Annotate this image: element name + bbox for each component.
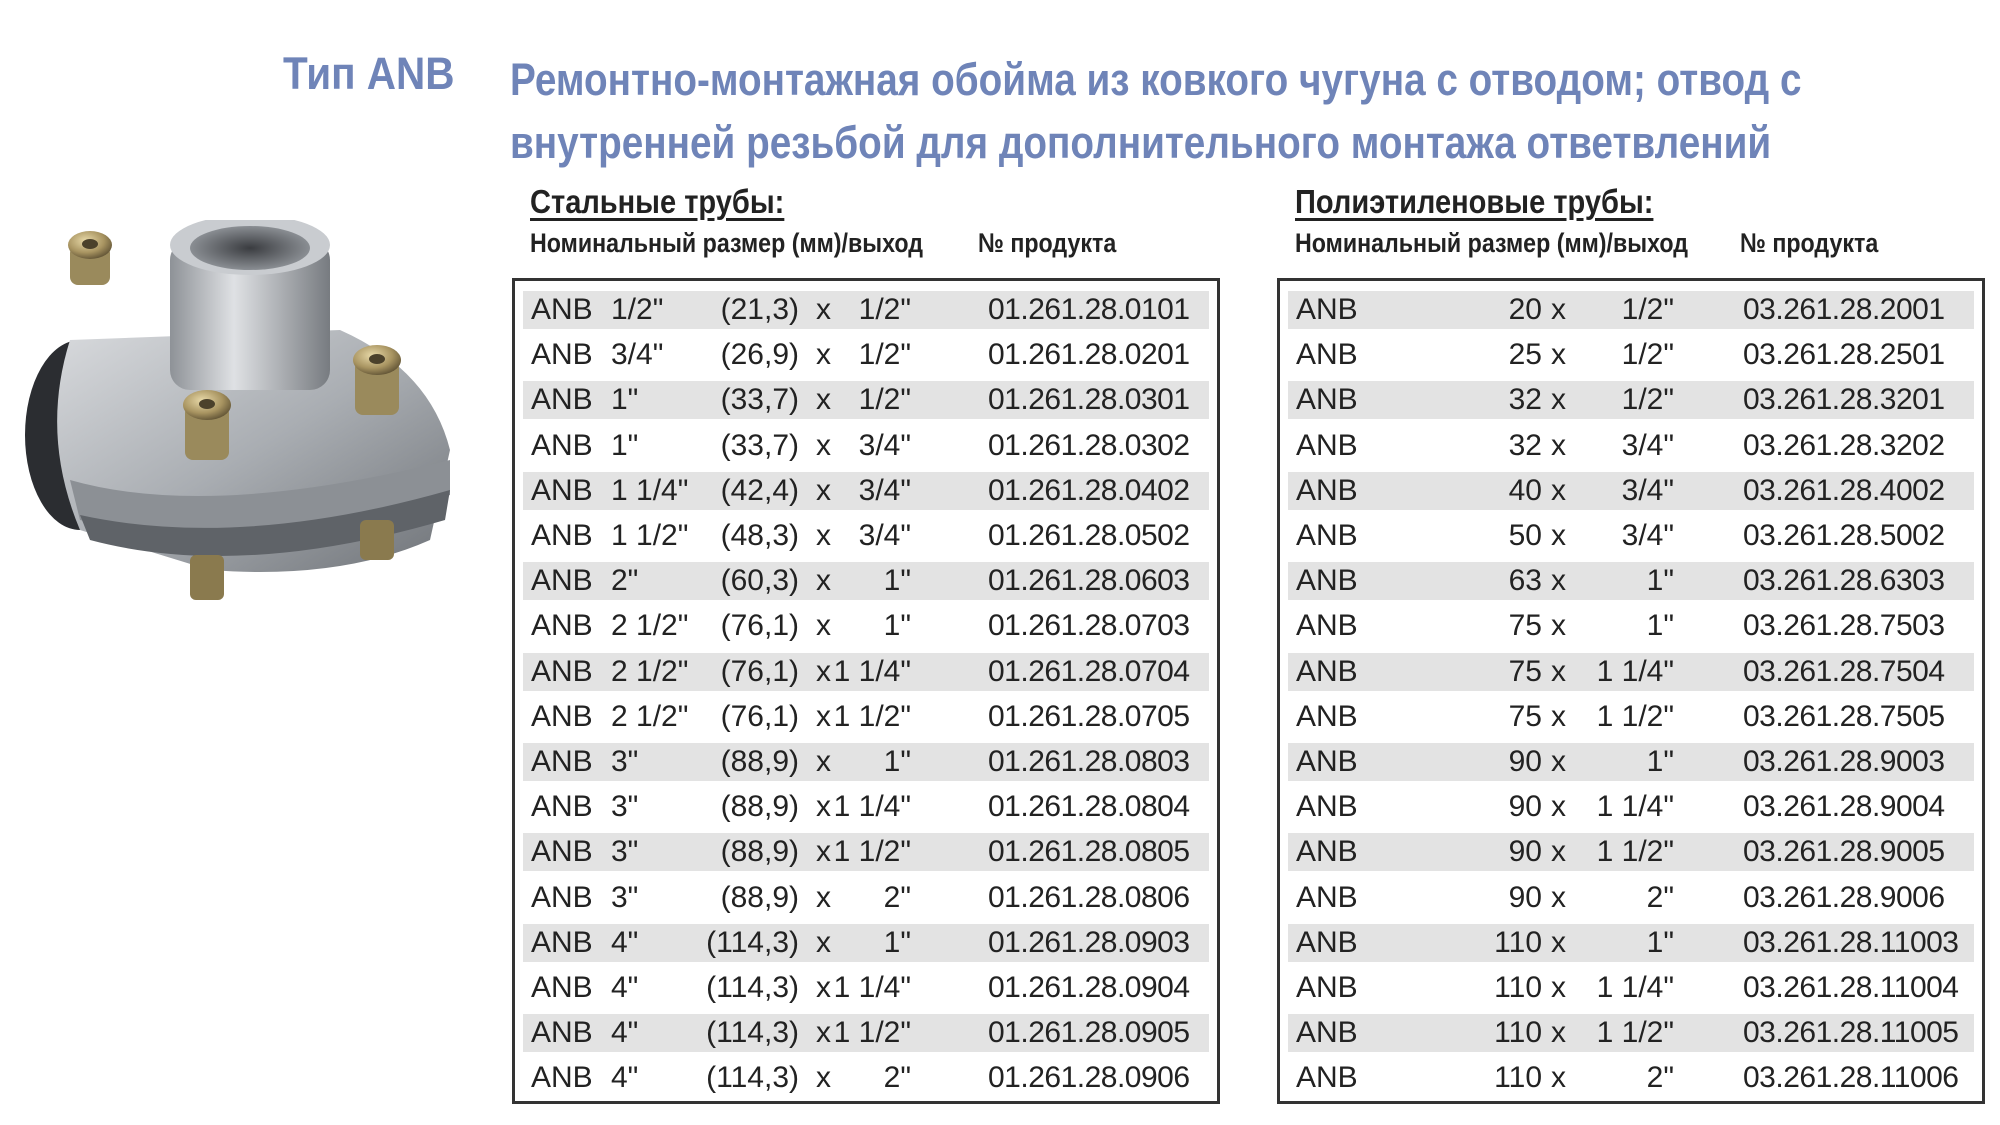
- row-mm: (60,3): [720, 564, 799, 598]
- row-outlet: 1 1/4": [833, 790, 911, 824]
- table-row: [523, 562, 1209, 600]
- table-row: [523, 879, 1209, 917]
- row-size: 110: [1494, 925, 1542, 959]
- row-mm: (21,3): [720, 293, 799, 326]
- row-x: x: [816, 564, 831, 598]
- row-size: 110: [1494, 1061, 1542, 1095]
- table-row: [1288, 833, 1974, 871]
- row-type: ANB: [1296, 473, 1358, 507]
- table-row: [523, 472, 1209, 510]
- row-mm: (48,3): [720, 519, 799, 552]
- row-size: 32: [1508, 428, 1542, 462]
- row-size: 40: [1508, 473, 1542, 507]
- row-type: ANB: [1296, 338, 1358, 372]
- row-outlet: 1 1/2": [833, 835, 911, 869]
- table-row: [1288, 517, 1974, 555]
- table-row: [523, 336, 1209, 374]
- row-type: ANB: [1296, 383, 1358, 417]
- row-x: x: [1551, 699, 1566, 733]
- row-size: 4": [611, 1061, 639, 1095]
- row-outlet: 1/2": [858, 293, 911, 326]
- row-size: 63: [1508, 564, 1542, 598]
- row-outlet: 3/4": [1621, 519, 1674, 552]
- table-row: [523, 1014, 1209, 1052]
- row-size: 2 1/2": [611, 609, 689, 643]
- row-product: 03.261.28.4002: [1743, 473, 1945, 507]
- row-mm: (26,9): [720, 338, 799, 372]
- row-outlet: 1": [1646, 609, 1674, 643]
- row-product: 01.261.28.0903: [988, 925, 1190, 959]
- row-type: ANB: [531, 699, 593, 733]
- row-mm: (42,4): [720, 473, 799, 507]
- row-outlet: 1/2": [1621, 383, 1674, 417]
- row-mm: (88,9): [720, 790, 799, 824]
- row-mm: (76,1): [720, 699, 799, 733]
- row-product: 03.261.28.7504: [1743, 654, 1945, 688]
- row-mm: (76,1): [720, 654, 799, 688]
- row-x: x: [1551, 519, 1566, 552]
- row-x: x: [1551, 293, 1566, 326]
- row-x: x: [816, 925, 831, 959]
- row-type: ANB: [531, 519, 593, 552]
- row-product: 01.261.28.0705: [988, 699, 1190, 733]
- row-x: x: [816, 835, 831, 869]
- table-row: [523, 381, 1209, 419]
- row-outlet: 1 1/2": [833, 1016, 911, 1050]
- row-size: 1 1/2": [611, 519, 689, 552]
- row-x: x: [816, 609, 831, 643]
- row-x: x: [1551, 835, 1566, 869]
- row-product: 01.261.28.0904: [988, 971, 1190, 1004]
- row-outlet: 1": [1646, 925, 1674, 959]
- row-type: ANB: [531, 338, 593, 372]
- row-type: ANB: [531, 790, 593, 824]
- row-mm: (88,9): [720, 745, 799, 778]
- table-row: [1288, 1059, 1974, 1097]
- row-mm: (114,3): [706, 1016, 799, 1050]
- row-outlet: 1": [1646, 564, 1674, 598]
- table-row: [1288, 291, 1974, 329]
- row-type: ANB: [531, 835, 593, 869]
- table-row: [1288, 653, 1974, 691]
- table-row: [1288, 788, 1974, 826]
- row-outlet: 2": [883, 1061, 911, 1095]
- row-outlet: 1": [1646, 745, 1674, 778]
- row-type: ANB: [1296, 1016, 1358, 1050]
- table-row: [523, 833, 1209, 871]
- row-size: 2 1/2": [611, 699, 689, 733]
- row-x: x: [816, 790, 831, 824]
- row-outlet: 1 1/4": [1596, 790, 1674, 824]
- row-x: x: [1551, 971, 1566, 1004]
- table-row: [1288, 562, 1974, 600]
- row-product: 03.261.28.7503: [1743, 609, 1945, 643]
- row-x: x: [1551, 383, 1566, 417]
- row-product: 01.261.28.0805: [988, 835, 1190, 869]
- row-mm: (33,7): [720, 428, 799, 462]
- row-type: ANB: [1296, 609, 1358, 643]
- table-row: [523, 517, 1209, 555]
- row-product: 01.261.28.0502: [988, 519, 1190, 552]
- table-row: [1288, 879, 1974, 917]
- row-product: 01.261.28.0302: [988, 428, 1190, 462]
- row-mm: (88,9): [720, 835, 799, 869]
- row-outlet: 3/4": [858, 428, 911, 462]
- row-x: x: [1551, 338, 1566, 372]
- table-row: [523, 653, 1209, 691]
- row-product: 01.261.28.0603: [988, 564, 1190, 598]
- table-row: [523, 924, 1209, 962]
- row-type: ANB: [1296, 654, 1358, 688]
- row-type: ANB: [1296, 293, 1358, 326]
- table-row: [523, 698, 1209, 736]
- row-outlet: 1": [883, 609, 911, 643]
- row-size: 75: [1508, 654, 1542, 688]
- row-product: 01.261.28.0803: [988, 745, 1190, 778]
- row-mm: (88,9): [720, 880, 799, 914]
- row-product: 03.261.28.9004: [1743, 790, 1945, 824]
- table-row: [523, 743, 1209, 781]
- row-x: x: [816, 383, 831, 417]
- row-outlet: 1 1/4": [833, 971, 911, 1004]
- row-mm: (33,7): [720, 383, 799, 417]
- row-product: 03.261.28.3201: [1743, 383, 1945, 417]
- row-x: x: [1551, 564, 1566, 598]
- row-mm: (76,1): [720, 609, 799, 643]
- table-row: [1288, 336, 1974, 374]
- row-x: x: [816, 519, 831, 552]
- row-x: x: [816, 1016, 831, 1050]
- row-type: ANB: [531, 654, 593, 688]
- row-product: 03.261.28.11004: [1743, 971, 1959, 1004]
- row-size: 4": [611, 1016, 639, 1050]
- row-type: ANB: [531, 971, 593, 1004]
- row-outlet: 1 1/4": [1596, 971, 1674, 1004]
- row-type: ANB: [531, 564, 593, 598]
- row-outlet: 1": [883, 745, 911, 778]
- row-outlet: 3/4": [858, 519, 911, 552]
- pe-col-size-header: Номинальный размер (мм)/выход: [1295, 228, 1689, 258]
- steel-col-size-header: Номинальный размер (мм)/выход: [530, 228, 924, 258]
- row-outlet: 1 1/4": [833, 654, 911, 688]
- page-title: [510, 48, 1990, 174]
- row-type: ANB: [1296, 1061, 1358, 1095]
- table-row: [523, 427, 1209, 465]
- row-size: 20: [1508, 293, 1542, 326]
- row-outlet: 1/2": [858, 338, 911, 372]
- row-product: 03.261.28.11006: [1743, 1061, 1959, 1095]
- row-x: x: [1551, 1061, 1566, 1095]
- row-product: 01.261.28.0201: [988, 338, 1190, 372]
- row-outlet: 1": [883, 564, 911, 598]
- row-type: ANB: [1296, 790, 1358, 824]
- steel-table: [512, 278, 1220, 1104]
- row-x: x: [1551, 1016, 1566, 1050]
- row-product: 01.261.28.0806: [988, 880, 1190, 914]
- row-size: 3": [611, 835, 639, 869]
- row-type: ANB: [531, 745, 593, 778]
- row-product: 03.261.28.9005: [1743, 835, 1945, 869]
- row-size: 25: [1508, 338, 1542, 372]
- table-row: [1288, 607, 1974, 645]
- row-x: x: [1551, 654, 1566, 688]
- row-size: 2": [611, 564, 639, 598]
- type-label: Тип ANB: [283, 48, 455, 99]
- row-outlet: 3/4": [1621, 473, 1674, 507]
- row-x: x: [816, 473, 831, 507]
- row-product: 03.261.28.2501: [1743, 338, 1945, 372]
- table-row: [523, 607, 1209, 645]
- row-product: 01.261.28.0402: [988, 473, 1190, 507]
- row-product: 01.261.28.0101: [988, 293, 1190, 326]
- row-type: ANB: [531, 880, 593, 914]
- row-product: 01.261.28.0703: [988, 609, 1190, 643]
- row-size: 90: [1508, 880, 1542, 914]
- row-product: 03.261.28.9003: [1743, 745, 1945, 778]
- row-type: ANB: [531, 925, 593, 959]
- row-x: x: [1551, 790, 1566, 824]
- row-size: 3": [611, 790, 639, 824]
- row-product: 01.261.28.0301: [988, 383, 1190, 417]
- pe-col-product-header: № продукта: [1740, 228, 1879, 258]
- row-outlet: 1 1/4": [1596, 654, 1674, 688]
- row-product: 03.261.28.7505: [1743, 699, 1945, 733]
- row-type: ANB: [531, 1061, 593, 1095]
- steel-col-product-header: № продукта: [978, 228, 1117, 258]
- table-row: [1288, 381, 1974, 419]
- row-size: 75: [1508, 699, 1542, 733]
- row-product: 03.261.28.11003: [1743, 925, 1959, 959]
- steel-section-title: Стальные трубы:: [530, 183, 785, 220]
- row-outlet: 2": [1646, 1061, 1674, 1095]
- row-product: 03.261.28.11005: [1743, 1016, 1959, 1050]
- row-outlet: 1 1/2": [1596, 699, 1674, 733]
- row-outlet: 2": [1646, 880, 1674, 914]
- row-size: 75: [1508, 609, 1542, 643]
- row-x: x: [1551, 880, 1566, 914]
- row-size: 1": [611, 428, 639, 462]
- row-x: x: [816, 699, 831, 733]
- row-x: x: [816, 971, 831, 1004]
- row-size: 110: [1494, 971, 1542, 1004]
- row-type: ANB: [1296, 564, 1358, 598]
- row-x: x: [816, 654, 831, 688]
- row-size: 90: [1508, 790, 1542, 824]
- row-product: 03.261.28.3202: [1743, 428, 1945, 462]
- table-row: [1288, 427, 1974, 465]
- row-product: 01.261.28.0905: [988, 1016, 1190, 1050]
- row-mm: (114,3): [706, 925, 799, 959]
- row-mm: (114,3): [706, 971, 799, 1004]
- table-row: [523, 969, 1209, 1007]
- row-outlet: 1 1/2": [1596, 835, 1674, 869]
- row-type: ANB: [1296, 971, 1358, 1004]
- row-x: x: [816, 428, 831, 462]
- row-x: x: [816, 745, 831, 778]
- row-type: ANB: [1296, 428, 1358, 462]
- table-row: [1288, 924, 1974, 962]
- row-x: x: [816, 338, 831, 372]
- row-x: x: [1551, 428, 1566, 462]
- row-size: 3": [611, 880, 639, 914]
- row-mm: (114,3): [706, 1061, 799, 1095]
- table-row: [1288, 698, 1974, 736]
- row-type: ANB: [1296, 699, 1358, 733]
- row-product: 01.261.28.0804: [988, 790, 1190, 824]
- row-type: ANB: [531, 609, 593, 643]
- row-size: 32: [1508, 383, 1542, 417]
- table-row: [523, 1059, 1209, 1097]
- row-size: 90: [1508, 835, 1542, 869]
- table-row: [1288, 969, 1974, 1007]
- row-type: ANB: [531, 428, 593, 462]
- row-type: ANB: [1296, 835, 1358, 869]
- table-row: [523, 788, 1209, 826]
- row-size: 4": [611, 925, 639, 959]
- row-x: x: [1551, 473, 1566, 507]
- row-outlet: 1/2": [858, 383, 911, 417]
- row-product: 01.261.28.0906: [988, 1061, 1190, 1095]
- row-outlet: 1/2": [1621, 293, 1674, 326]
- row-size: 1": [611, 383, 639, 417]
- table-row: [1288, 1014, 1974, 1052]
- row-size: 3/4": [611, 338, 664, 372]
- table-row: [523, 291, 1209, 329]
- row-size: 50: [1508, 519, 1542, 552]
- row-type: ANB: [531, 293, 593, 326]
- row-type: ANB: [1296, 925, 1358, 959]
- row-product: 03.261.28.6303: [1743, 564, 1945, 598]
- row-size: 1/2": [611, 293, 664, 326]
- row-x: x: [816, 293, 831, 326]
- table-row: [1288, 472, 1974, 510]
- pe-table: [1277, 278, 1985, 1104]
- row-outlet: 1 1/2": [1596, 1016, 1674, 1050]
- row-outlet: 1 1/2": [833, 699, 911, 733]
- row-size: 1 1/4": [611, 473, 689, 507]
- row-type: ANB: [1296, 745, 1358, 778]
- row-x: x: [1551, 925, 1566, 959]
- row-type: ANB: [531, 473, 593, 507]
- row-size: 2 1/2": [611, 654, 689, 688]
- row-product: 03.261.28.2001: [1743, 293, 1945, 326]
- row-type: ANB: [531, 383, 593, 417]
- title-line-2: внутренней резьбой для дополнительного монтажа ответвлений: [510, 117, 1772, 168]
- row-outlet: 1": [883, 925, 911, 959]
- row-outlet: 3/4": [858, 473, 911, 507]
- row-outlet: 2": [883, 880, 911, 914]
- row-size: 4": [611, 971, 639, 1004]
- row-size: 3": [611, 745, 639, 778]
- pe-section-title: Полиэтиленовые трубы:: [1295, 183, 1654, 220]
- row-size: 110: [1494, 1016, 1542, 1050]
- table-row: [1288, 743, 1974, 781]
- row-x: x: [1551, 609, 1566, 643]
- row-type: ANB: [1296, 519, 1358, 552]
- saddle-clamp-image: [10, 220, 480, 640]
- row-outlet: 1/2": [1621, 338, 1674, 372]
- row-product: 03.261.28.9006: [1743, 880, 1945, 914]
- row-product: 03.261.28.5002: [1743, 519, 1945, 552]
- row-product: 01.261.28.0704: [988, 654, 1190, 688]
- row-outlet: 3/4": [1621, 428, 1674, 462]
- row-x: x: [816, 1061, 831, 1095]
- row-x: x: [1551, 745, 1566, 778]
- title-line-1: Ремонтно-монтажная обойма из ковкого чугуна с отводом; отвод с: [510, 54, 1802, 105]
- row-size: 90: [1508, 745, 1542, 778]
- row-x: x: [816, 880, 831, 914]
- row-type: ANB: [531, 1016, 593, 1050]
- row-type: ANB: [1296, 880, 1358, 914]
